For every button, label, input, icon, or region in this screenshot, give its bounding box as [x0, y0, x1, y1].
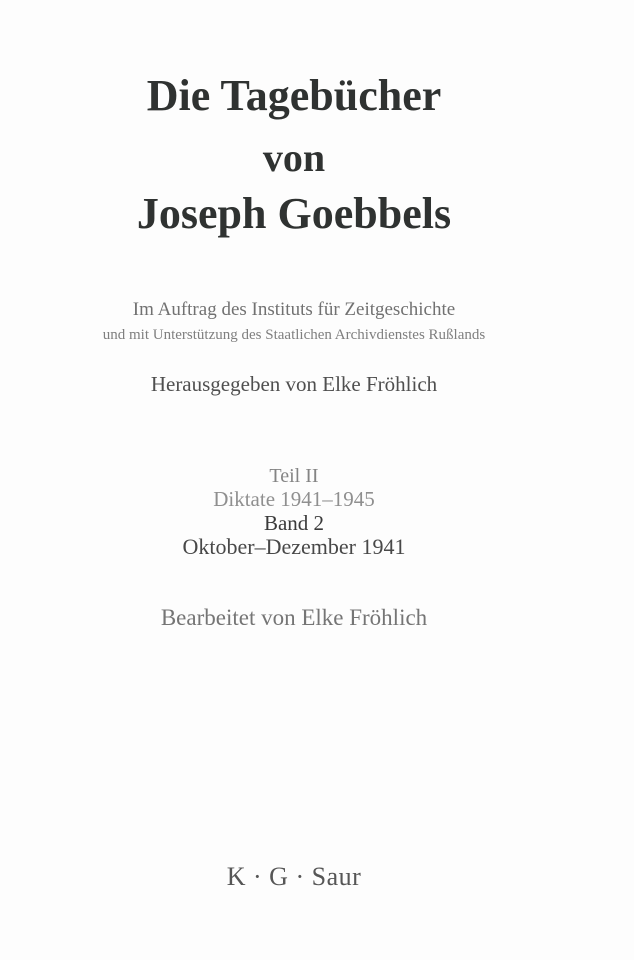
- volume-series: Diktate 1941–1945: [213, 487, 375, 511]
- volume-part: Teil II: [269, 465, 319, 487]
- commission-line-1: Im Auftrag des Instituts für Zeitgeschichte: [132, 299, 456, 320]
- volume-number: Band 2: [263, 511, 325, 535]
- publisher-name: K · G · Saur: [226, 862, 362, 891]
- commission-line-2: und mit Unterstützung des Staatlichen Archivdienstes Rußlands: [102, 327, 486, 343]
- compiled-by-line: Bearbeitet von Elke Fröhlich: [160, 605, 428, 630]
- editor-line: Herausgegeben von Elke Fröhlich: [150, 372, 438, 396]
- book-title: Die Tagebücher: [146, 71, 442, 120]
- author-name: Joseph Goebbels: [136, 189, 452, 238]
- title-connector: von: [262, 135, 326, 180]
- volume-period: Oktober–Dezember 1941: [182, 534, 406, 559]
